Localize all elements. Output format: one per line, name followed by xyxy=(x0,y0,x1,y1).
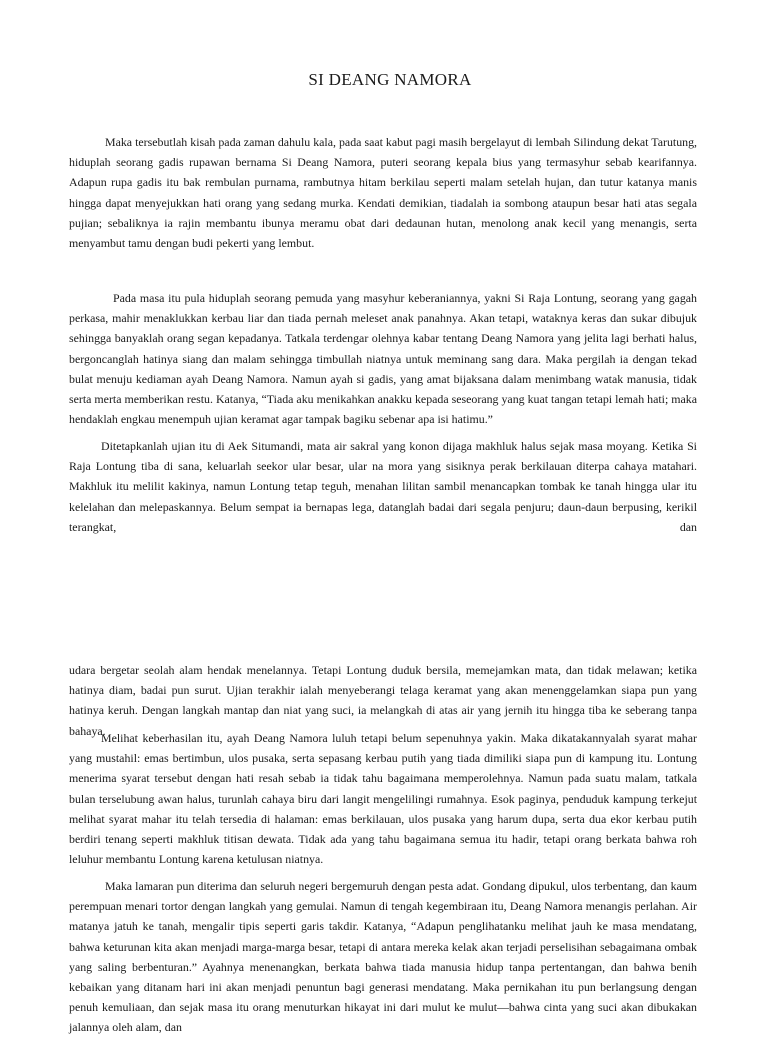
paragraph-4: udara bergetar seolah alam hendak menelannya. Tetapi Lontung duduk bersila, memejamkan mata, dan tidak melawan; ketika hatinya diam, badai pun surut. Ujian terakhir ialah menyeberangi telaga keramat yang akan menenggelamkan siapa pun yang hatinya keruh. Dengan langkah mantap dan niat yang suci, ia melangkah di atas air yang jernih itu hingga tiba ke seberang tanpa bahaya. xyxy=(69,663,697,738)
paragraph-1: Maka tersebutlah kisah pada zaman dahulu kala, pada saat kabut pagi masih bergelayut di lembah Silindung dekat Tarutung, hiduplah seorang gadis rupawan bernama Si Deang Namora, puteri seorang kepala bius yang termasyhur sebab kearifannya. Adapun rupa gadis itu bak rembulan purnama, rambutnya hitam berkilau seperti malam setelah hujan, dan tutur katanya manis hingga dapat menyejukkan hati orang yang sedang murka. Kendati demikian, tiadalah ia sombong ataupun besar hati atas segala pujian; sebaliknya ia rajin membantu ibunya meramu obat dari dedaunan hutan, menolong anak kecil yang menangis, serta menyambut tamu dengan budi pekerti yang lembut. xyxy=(69,135,697,251)
paragraph-3: Ditetapkanlah ujian itu di Aek Situmandi, mata air sakral yang konon dijaga makhluk halus sejak masa moyang. Ketika Si Raja Lontung tiba di sana, keluarlah seekor ular besar, ular na mora yang sisiknya perak berkilauan diterpa cahaya matahari. Makhluk itu melilit kakinya, namun Lontung tetap teguh, menahan lilitan sambil menancapkan tombak ke tanah hingga ular itu kelelahan dan melepaskannya. Belum sempat ia bernapas lega, datanglah badai dari segala penjuru; daun-daun berpusing, kerikil terangkat, dan xyxy=(69,439,697,534)
paragraph-6: Maka lamaran pun diterima dan seluruh negeri bergemuruh dengan pesta adat. Gondang dipukul, ulos terbentang, dan kaum perempuan menari tortor dengan langkah yang gemulai. Namun di tengah kegembiraan itu, Deang Namora menangis perlahan. Air matanya jatuh ke tanah, mengalir tipis seperti garis takdir. Katanya, “Adapun penglihatanku melihat jauh ke masa mendatang, bahwa keturunan kita akan menjadi marga-marga besar, tetapi di antara mereka kelak akan terjadi perselisihan sebagaimana ombak yang saling berbenturan.” Ayahnya menenangkan, berkata bahwa tiada manusia hidup tanpa pertentangan, dan bahwa benih kebaikan yang ditanam hari ini akan menjadi penuntun bagi generasi mendatang. Maka pernikahan itu pun berlangsung dengan penuh kemuliaan, dan sejak masa itu orang menuturkan hikayat ini dari mulut ke mulut—bahwa cinta yang suci akan dibukakan jalannya oleh alam, dan xyxy=(69,879,697,1035)
paragraph-5: Melihat keberhasilan itu, ayah Deang Namora luluh tetapi belum sepenuhnya yakin. Maka dikatakannyalah syarat mahar yang mustahil: emas bertimbun, ulos pusaka, serta sepasang kerbau putih yang tiada dimiliki siapa pun di kampung itu. Lontung menerima syarat tersebut dengan hati resah sebab ia tidak tahu bagaimana memperolehnya. Namun pada suatu malam, tatkala bulan terselubung awan halus, turunlah cahaya biru dari langit mengelilingi rumahnya. Esok paginya, penduduk kampung terkejut melihat syarat mahar itu telah tersedia di halaman: emas berkilauan, ulos pusaka yang harum dupa, serta dua ekor kerbau putih berdiri tenang seperti makhluk titisan dewata. Tidak ada yang tahu bagaimana semua itu hadir, tetapi orang berkata bahwa roh leluhur membantu Lontung karena ketulusan niatnya. xyxy=(69,731,697,867)
page-title: SI DEANG NAMORA xyxy=(308,70,472,89)
paragraph-2: Pada masa itu pula hiduplah seorang pemuda yang masyhur keberaniannya, yakni Si Raja Lontung, seorang yang gagah perkasa, mahir menaklukkan kerbau liar dan tiada pernah meleset anak panahnya. Akan tetapi, wataknya keras dan sukar dibujuk sehingga banyaklah orang segan kepadanya. Tatkala terdengar olehnya kabar tentang Deang Namora yang jelita lagi berhati halus, bergoncanglah hatinya siang dan malam sehingga timbullah niatnya untuk meminang sang dara. Maka pergilah ia dengan tekad bulat menuju kediaman ayah Deang Namora. Namun ayah si gadis, yang amat bijaksana dalam menimbang watak manusia, tidak serta merta memberikan restu. Katanya, “Tiada aku menikahkan anakku kepada seseorang yang kuat tangan tetapi lemah hati; maka hendaklah engkau menempuh ujian keramat agar tampak bagiku sebenar apa isi hatimu.” xyxy=(69,291,697,427)
